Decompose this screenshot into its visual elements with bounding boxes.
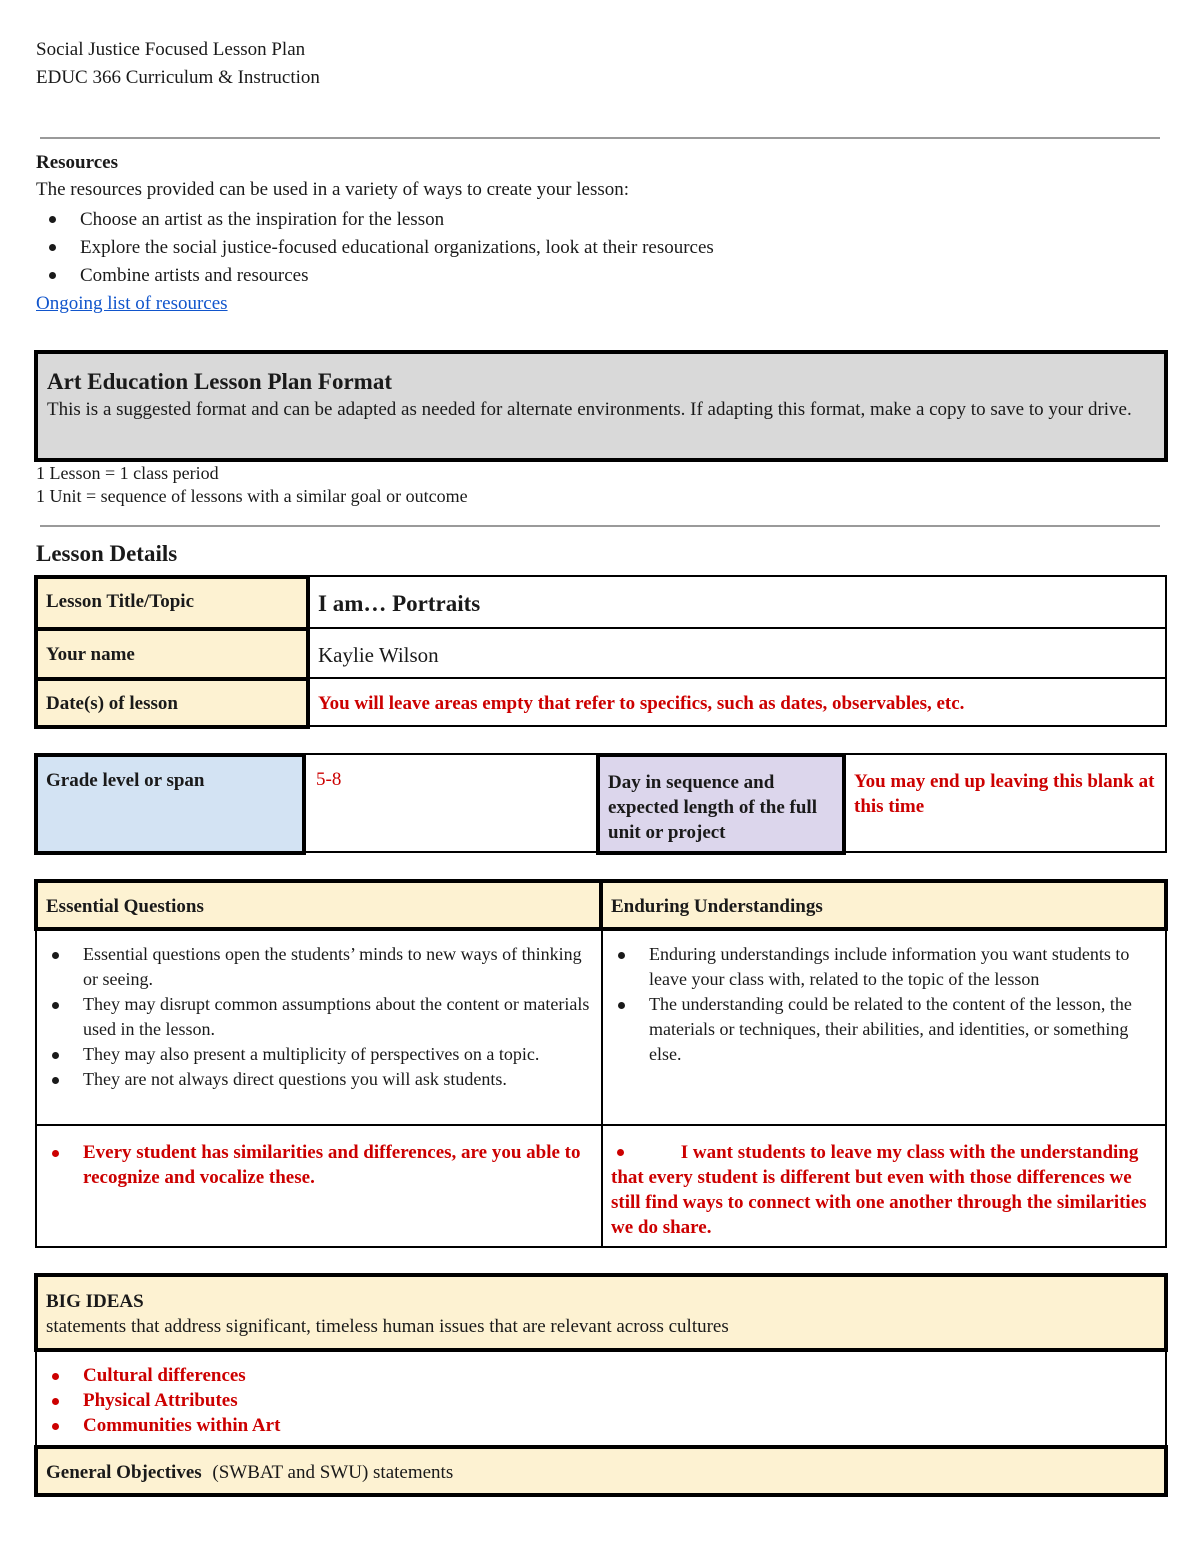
- lesson-title-label: Lesson Title/Topic: [46, 591, 195, 612]
- eq-answer-list: [39, 1140, 595, 1190]
- course-name: EDUC 366 Curriculum & Instruction: [36, 67, 320, 88]
- list-item: Cultural differences: [39, 1363, 1159, 1388]
- resources-section: [36, 150, 1166, 318]
- date-label: Date(s) of lesson: [46, 693, 178, 714]
- date-value: You will leave areas empty that refer to specifics, such as dates, observables, etc.: [318, 693, 965, 714]
- objectives-label: General Objectives: [46, 1462, 202, 1483]
- bullet-icon: [617, 1149, 624, 1156]
- resources-intro: The resources provided can be used in a variety of ways to create your lesson:: [36, 179, 630, 200]
- resources-list: [36, 206, 1166, 290]
- objectives-label-cell: [34, 1445, 1168, 1497]
- lesson-title-cell[interactable]: [306, 575, 1167, 629]
- lesson-title-value: I am… Portraits: [318, 591, 481, 616]
- day-label: Day in sequence and expected length of the full unit or project: [608, 772, 817, 843]
- list-item: They may disrupt common assumptions about the content or materials used in the lesson.: [39, 992, 595, 1042]
- eu-items-cell: [601, 928, 1167, 1126]
- day-value: You may end up leaving this blank at this time: [854, 771, 1155, 817]
- lesson-title-label-cell: [34, 575, 310, 631]
- list-item: The understanding could be related to the content of the lesson, the materials or techniques, their abilities, and identities, or something else.: [605, 992, 1159, 1067]
- list-item: Essential questions open the students’ minds to new ways of thinking or seeing.: [39, 942, 595, 992]
- eu-answer: I want students to leave my class with the understanding that every student is different but even with those differences we still find ways to connect with one another through the similarities we do share.: [611, 1142, 1147, 1238]
- big-ideas-label-cell: [34, 1273, 1168, 1352]
- unit-definition: 1 Unit = sequence of lessons with a similar goal or outcome: [36, 486, 468, 506]
- list-item: Physical Attributes: [39, 1388, 1159, 1413]
- eu-label-cell: [599, 879, 1168, 931]
- your-name-value: Kaylie Wilson: [318, 643, 439, 667]
- date-label-cell: [34, 677, 310, 729]
- list-item: Explore the social justice-focused educational organizations, look at their resources: [36, 234, 1166, 262]
- day-label-cell: [596, 753, 846, 855]
- your-name-label: Your name: [46, 644, 135, 665]
- eu-label: Enduring Understandings: [611, 896, 823, 917]
- list-item: They are not always direct questions you will ask students.: [39, 1067, 595, 1092]
- big-ideas-description: statements that address significant, timeless human issues that are relevant across cultures: [46, 1316, 729, 1337]
- your-name-cell[interactable]: [306, 627, 1167, 679]
- list-item: Combine artists and resources: [36, 262, 1166, 290]
- format-box: [34, 350, 1168, 462]
- list-item: Enduring understandings include information you want students to leave your class with, related to the topic of the lesson: [605, 942, 1159, 992]
- grade-label: Grade level or span: [46, 770, 205, 791]
- list-item: Choose an artist as the inspiration for the lesson: [36, 206, 1166, 234]
- eq-items-cell: [35, 928, 603, 1126]
- eq-label-cell: [34, 879, 603, 931]
- eq-answer-cell[interactable]: [35, 1124, 603, 1248]
- grade-value: 5-8: [316, 769, 342, 790]
- your-name-label-cell: [34, 627, 310, 681]
- lesson-details-heading: Lesson Details: [36, 541, 178, 566]
- resources-heading: Resources: [36, 152, 118, 173]
- format-notes: [36, 462, 468, 508]
- eq-list: [39, 942, 595, 1092]
- divider: [40, 137, 1160, 139]
- format-description: This is a suggested format and can be adapted as needed for alternate environments. If adapting this format, make a copy to save to your drive.: [47, 399, 1132, 420]
- resources-link[interactable]: Ongoing list of resources: [36, 293, 228, 314]
- eu-answer-cell[interactable]: [601, 1124, 1167, 1248]
- eq-label: Essential Questions: [46, 896, 204, 917]
- eu-list: [605, 942, 1159, 1067]
- doc-header: [36, 36, 320, 92]
- date-cell[interactable]: [306, 677, 1167, 727]
- doc-title: Social Justice Focused Lesson Plan: [36, 39, 306, 60]
- grade-value-cell[interactable]: [302, 753, 599, 853]
- format-title: Art Education Lesson Plan Format: [47, 369, 392, 394]
- list-item: They may also present a multiplicity of perspectives on a topic.: [39, 1042, 595, 1067]
- big-ideas-items-cell[interactable]: [35, 1349, 1167, 1449]
- grade-label-cell: [34, 753, 306, 855]
- list-item: Communities within Art: [39, 1413, 1159, 1438]
- day-value-cell[interactable]: [842, 753, 1167, 853]
- big-ideas-list: [39, 1363, 1159, 1438]
- divider: [40, 525, 1160, 527]
- eq-answer: Every student has similarities and differences, are you able to recognize and vocalize these.: [39, 1140, 595, 1190]
- lesson-definition: 1 Lesson = 1 class period: [36, 463, 219, 483]
- big-ideas-label: BIG IDEAS: [46, 1291, 144, 1312]
- objectives-suffix: (SWBAT and SWU) statements: [212, 1462, 454, 1483]
